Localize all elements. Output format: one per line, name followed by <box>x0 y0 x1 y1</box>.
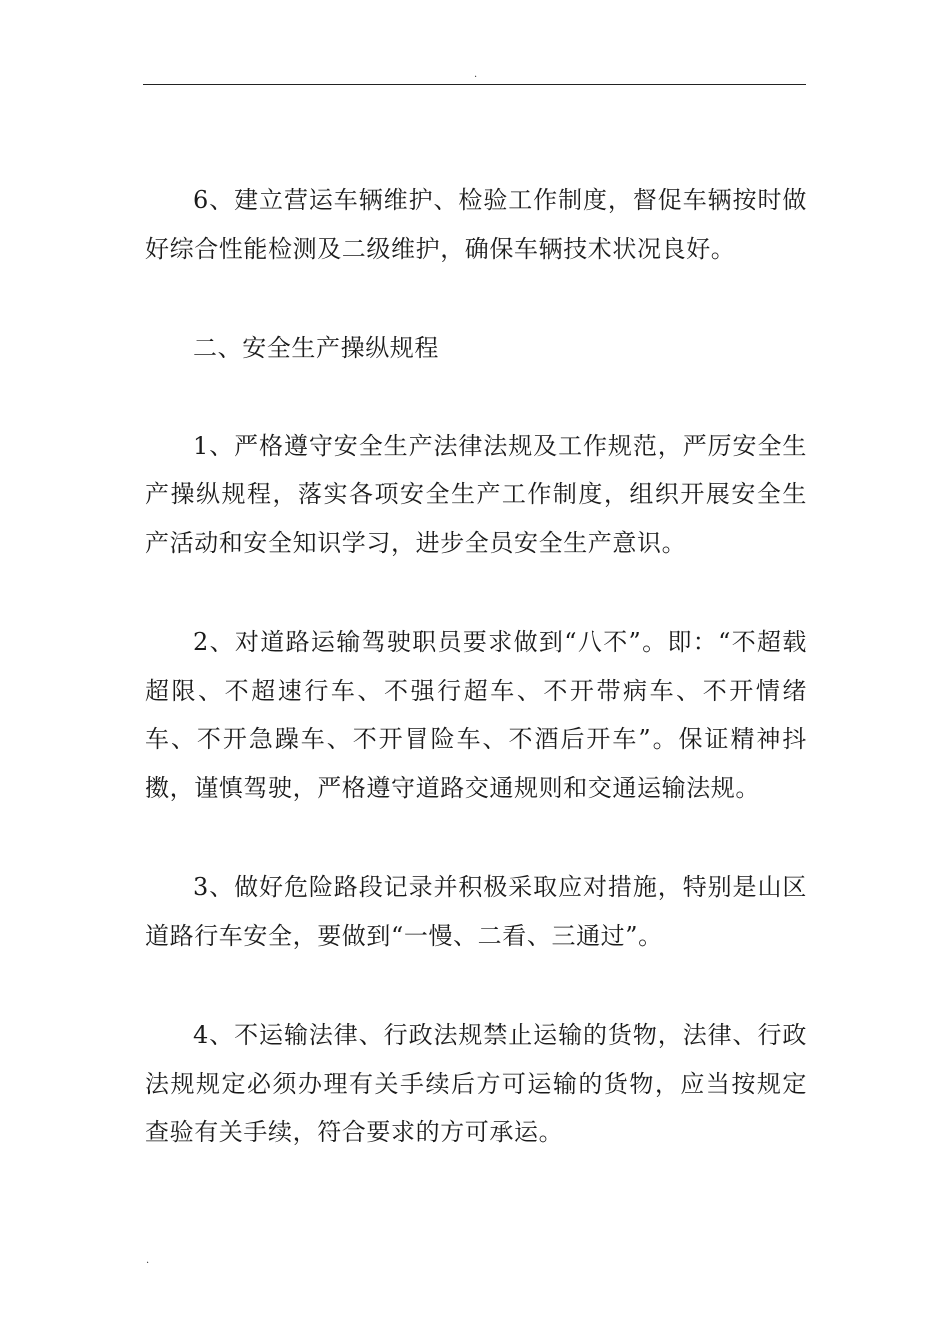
paragraph-item-6: 6、建立营运车辆维护、检验工作制度，督促车辆按时做好综合性能检测及二级维护，确保车辆技术状况良好。 <box>145 186 807 263</box>
paragraph-item-1: 1、严格遵守安全生产法律法规及工作规范，严厉安全生产操纵规程，落实各项安全生产工作制度，组织开展安全生产活动和安全知识学习，进步全员安全生产意识。 <box>145 431 807 557</box>
paragraph-item-4: 4、不运输法律、行政法规禁止运输的货物，法律、行政法规规定必须办理有关手续后方可运输的货物，应当按规定查验有关手续，符合要求的方可承运。 <box>145 1021 807 1146</box>
document-body <box>145 176 807 1208</box>
header-marker: . <box>474 69 478 80</box>
section-heading: 二、安全生产操纵规程 <box>193 334 439 362</box>
paragraph-item-2: 2、对道路运输驾驶职员要求做到“八不”。即：“不超载超限、不超速行车、不强行超车、不开带病车、不开情绪车、不开急躁车、不开冒险车、不酒后开车”。保证精神抖擞，谨慎驾驶，严格遵守道路交通规则和交通运输法规。 <box>145 628 807 802</box>
paragraph-item-3: 3、做好危险路段记录并积极采取应对措施，特别是山区道路行车安全，要做到“一慢、二看、三通过”。 <box>145 873 807 950</box>
header-rule <box>143 84 806 85</box>
footer-marker: . <box>146 1255 150 1266</box>
